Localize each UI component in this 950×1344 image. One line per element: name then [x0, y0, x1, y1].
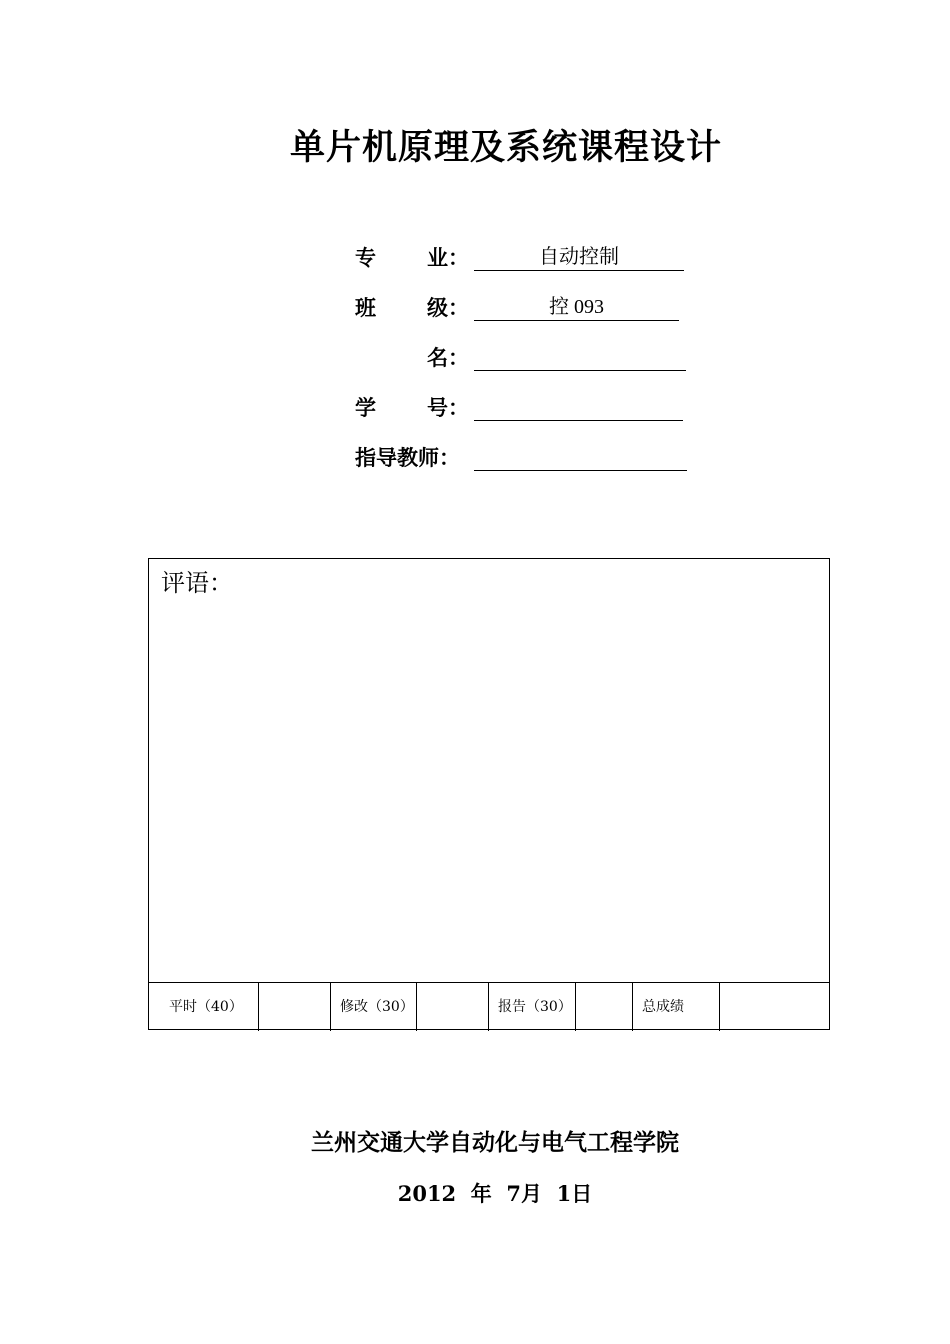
document-title: 单片机原理及系统课程设计 — [289, 128, 722, 168]
student-id-label-char2: 号： — [427, 396, 469, 420]
advisor-label-text: 指导教师： — [355, 446, 460, 470]
major-field[interactable]: 自动控制 — [474, 242, 684, 271]
major-label-char1: 专 — [355, 246, 376, 270]
regular-score-cell[interactable] — [259, 983, 331, 1031]
student-id-field[interactable] — [474, 392, 683, 421]
document-date: 2012 年 7月 1日 — [397, 1181, 593, 1206]
comment-box — [148, 558, 830, 1030]
major-label-char2: 业： — [427, 246, 469, 270]
name-field[interactable] — [474, 342, 686, 371]
regular-score-label: 平时（40） — [149, 983, 259, 1031]
revision-score-cell[interactable] — [417, 983, 489, 1031]
total-score-cell[interactable] — [720, 983, 829, 1031]
class-label-char2: 级： — [427, 296, 469, 320]
report-score-label: 报告（30） — [489, 983, 576, 1031]
school-name: 兰州交通大学自动化与电气工程学院 — [311, 1130, 679, 1156]
grade-table-row — [149, 982, 829, 1031]
advisor-field[interactable] — [474, 442, 687, 471]
revision-score-label: 修改（30） — [331, 983, 417, 1031]
class-label-char1: 班 — [355, 296, 376, 320]
student-id-label-char1: 学 — [355, 396, 376, 420]
comment-label: 评语： — [161, 569, 233, 597]
report-score-cell[interactable] — [576, 983, 633, 1031]
total-score-label: 总成绩 — [633, 983, 720, 1031]
name-label-text: 名： — [427, 346, 469, 370]
class-field[interactable]: 控 093 — [474, 292, 679, 321]
